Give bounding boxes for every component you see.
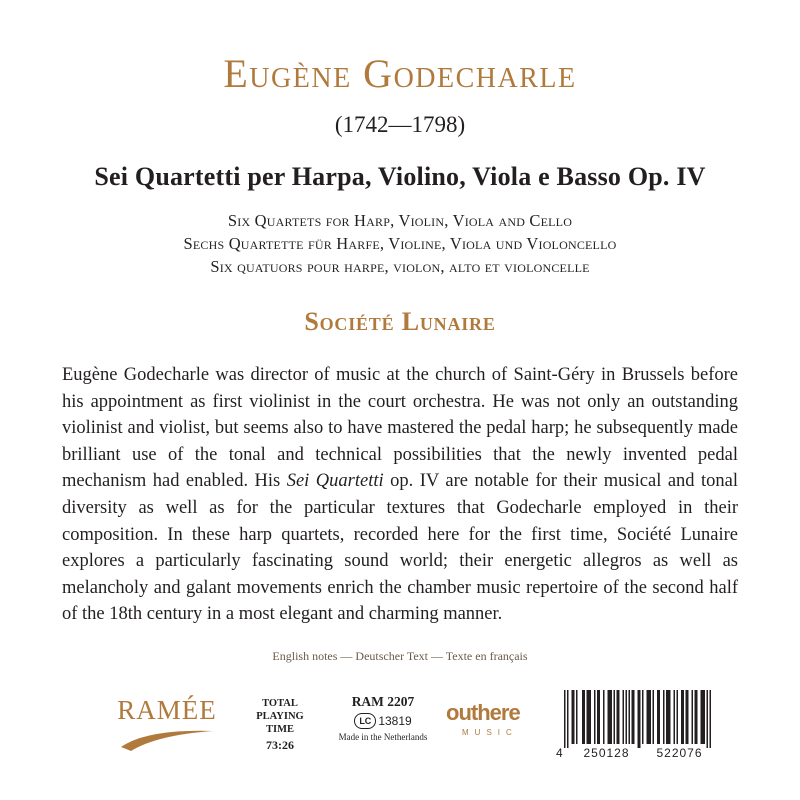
barcode-bar	[648, 690, 650, 744]
barcode-right-digits: 522076	[656, 746, 703, 760]
total-playing-time	[250, 697, 310, 752]
barcode-bar	[594, 690, 596, 744]
subtitle-french: Six quatuors pour harpe, violon, alto et violoncelle	[210, 257, 590, 276]
barcode-bar	[629, 690, 631, 744]
barcode-bar	[681, 690, 683, 744]
barcode-bar	[617, 690, 619, 744]
description-italic-title: Sei Quartetti	[286, 471, 384, 492]
barcode-bar	[666, 690, 668, 744]
barcode-bar	[710, 690, 712, 748]
barcode-bar	[614, 690, 616, 744]
barcode-bar	[639, 690, 641, 748]
ramee-swoosh-icon	[117, 725, 217, 753]
catalog-info	[333, 694, 433, 742]
barcode-bar	[686, 690, 688, 744]
barcode-bars-icon	[564, 690, 714, 748]
barcode-bar	[623, 690, 625, 744]
barcode-bar	[650, 690, 652, 744]
work-title: Sei Quartetti per Harpa, Violino, Viola e Basso Op. IV	[94, 162, 706, 191]
ramee-label-logo	[112, 695, 222, 755]
barcode-bar	[704, 690, 706, 744]
ramee-logo-text: RAMÉE	[117, 695, 217, 725]
playing-time-value: 73:26	[266, 738, 294, 752]
description-paragraph	[62, 362, 738, 628]
made-in-text: Made in the Netherlands	[338, 732, 428, 742]
barcode-bar	[695, 690, 697, 744]
playing-time-label-2: PLAYING	[256, 711, 304, 722]
barcode-bar	[609, 690, 611, 744]
barcode-bar	[576, 690, 578, 744]
barcode-bar	[608, 690, 610, 744]
barcode-bar	[587, 690, 589, 744]
barcode	[556, 690, 716, 760]
barcode-bar	[677, 690, 679, 744]
barcode-bar	[701, 690, 703, 744]
barcode-bar	[599, 690, 601, 744]
outhere-music-logo	[440, 700, 535, 745]
playing-time-label-3: TIME	[265, 724, 294, 735]
barcode-bar	[597, 690, 599, 744]
ensemble-name: Société Lunaire	[304, 307, 496, 336]
barcode-bar	[657, 690, 659, 744]
barcode-bar	[687, 690, 689, 744]
barcode-bar	[590, 690, 592, 744]
barcode-bar	[659, 690, 661, 744]
outhere-logo-word: outhere	[446, 700, 520, 725]
label-code	[354, 713, 411, 729]
subtitle-english: Six Quartets for Harp, Violin, Viola and Cello	[227, 211, 573, 230]
barcode-bar	[638, 690, 640, 748]
subtitle-german: Sechs Quartette für Harfe, Violine, Viola und Violoncello	[183, 234, 617, 253]
barcode-bar	[647, 690, 649, 744]
barcode-bar	[633, 690, 635, 744]
barcode-bar	[663, 690, 665, 744]
barcode-bar	[702, 690, 704, 744]
catalog-number: RAM 2207	[351, 694, 415, 709]
barcode-bar	[573, 690, 575, 744]
description-part-2: op. IV are notable for their musical and tonal diversity as well as for the particular textures that Godecharle employed in their composition. In these harp quartets, recorded here for the first time, Société Lunaire explores a particularly fascinating sound world; their energetic allegros as well as melancholy and galant movements enrich the chamber music repertoire of the second half of the 18th century in a most elegant and charming manner.	[62, 471, 738, 625]
barcode-bar	[618, 690, 620, 744]
barcode-bar	[653, 690, 655, 744]
barcode-bar	[611, 690, 613, 744]
translated-titles	[0, 209, 800, 278]
barcode-bar	[632, 690, 634, 744]
playing-time-label-1: TOTAL	[262, 698, 298, 709]
composer-name: Eugène Godecharle	[223, 51, 577, 96]
barcode-bar	[582, 690, 584, 744]
barcode-digits	[556, 746, 716, 760]
barcode-bar	[584, 690, 586, 744]
barcode-bar	[674, 690, 676, 744]
barcode-bar	[668, 690, 670, 744]
barcode-first-digit: 4	[556, 746, 563, 760]
barcode-bar	[567, 690, 569, 748]
barcode-bar	[642, 690, 644, 744]
languages-note: English notes — Deutscher Text — Texte en français	[272, 649, 528, 663]
lc-number: 13819	[378, 714, 412, 728]
barcode-bar	[626, 690, 628, 744]
barcode-bar	[669, 690, 671, 744]
barcode-bar	[572, 690, 574, 744]
outhere-logo-music: MUSIC	[462, 728, 518, 737]
barcode-bar	[564, 690, 566, 748]
barcode-bar	[692, 690, 694, 744]
barcode-bar	[683, 690, 685, 744]
barcode-bar	[588, 690, 590, 744]
barcode-left-digits: 250128	[583, 746, 630, 760]
lc-prefix: LC	[354, 713, 376, 729]
barcode-bar	[603, 690, 605, 744]
description-part-1: Eugène Godecharle was director of music at the church of Saint-Géry in Brussels before his appointment as first violinist in the court orchestra. He was not only an outstanding violinist and violist, but seems also to have mastered the pedal harp; he subsequently made brilliant use of the tonal and technical possibilities that the newly invented pedal mechanism had enabled. His	[62, 365, 738, 492]
barcode-bar	[707, 690, 709, 748]
barcode-bar	[696, 690, 698, 744]
composer-dates: (1742—1798)	[334, 112, 466, 137]
